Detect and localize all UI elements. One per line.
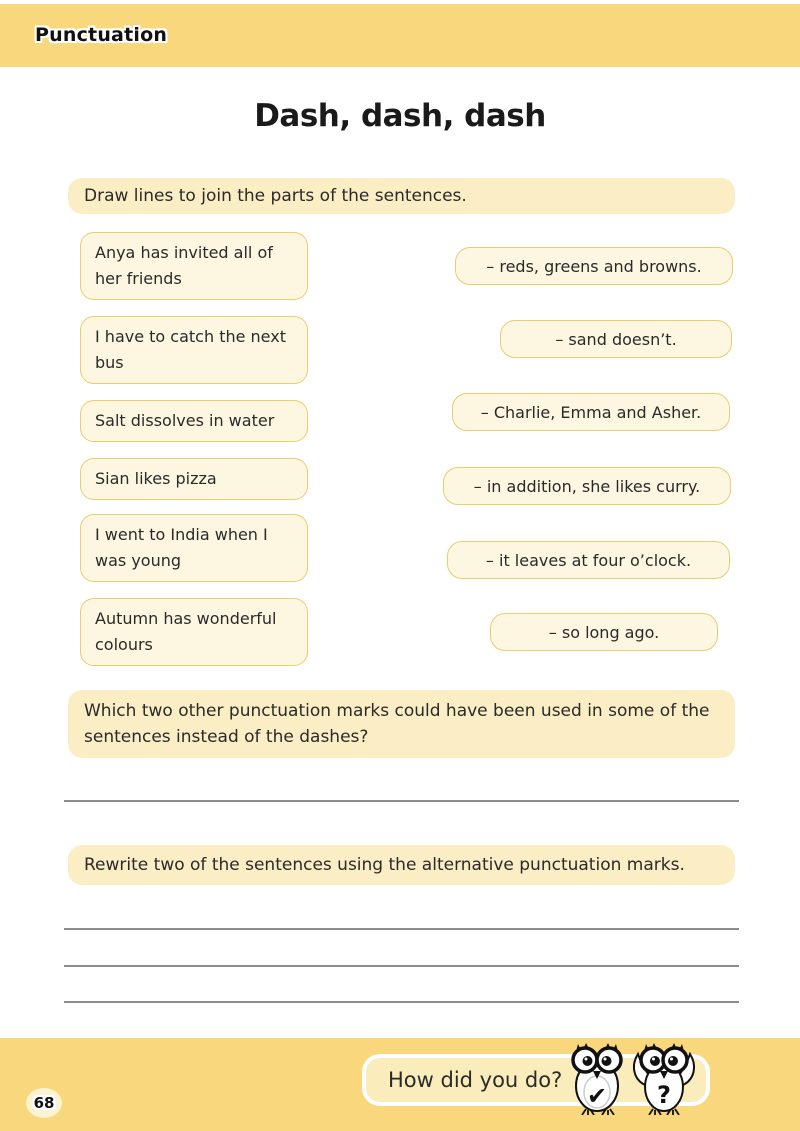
section-label: Punctuation [35, 24, 168, 46]
instruction-rewrite [68, 845, 735, 885]
owl-question-icon [631, 1041, 697, 1115]
owl-check-icon [566, 1041, 628, 1115]
sentence-start-box-3[interactable]: Salt dissolves in water [80, 400, 308, 442]
how-did-you-do-text: How did you do? [388, 1068, 563, 1092]
question-symbol: ? [657, 1081, 671, 1109]
answer-line[interactable] [64, 928, 739, 930]
answer-line[interactable] [64, 965, 739, 967]
answer-line[interactable] [64, 800, 739, 802]
instruction-question-text: Which two other punctuation marks could have been used in some of the sentences instead of the dashes? [84, 700, 710, 747]
page-number: 68 [33, 1094, 55, 1112]
sentence-end-box-6[interactable]: – so long ago. [490, 613, 718, 651]
sentence-end-box-1[interactable]: – reds, greens and browns. [455, 247, 733, 285]
check-symbol: ✔ [586, 1082, 608, 1110]
page-title: Dash, dash, dash [254, 98, 546, 134]
instruction-join [68, 178, 735, 214]
sentence-start-box-5[interactable]: I went to India when I was young [80, 514, 308, 582]
sentence-start-box-1[interactable]: Anya has invited all of her friends [80, 232, 308, 300]
sentence-start-box-2[interactable]: I have to catch the next bus [80, 316, 308, 384]
sentence-end-box-4[interactable]: – in addition, she likes curry. [443, 467, 731, 505]
instruction-question [68, 690, 735, 758]
header-band [0, 4, 800, 67]
sentence-end-box-2[interactable]: – sand doesn’t. [500, 320, 732, 358]
instruction-rewrite-text: Rewrite two of the sentences using the alternative punctuation marks. [84, 854, 685, 875]
sentence-end-box-5[interactable]: – it leaves at four o’clock. [447, 541, 730, 579]
page-number-badge [26, 1088, 62, 1118]
instruction-join-text: Draw lines to join the parts of the sentences. [84, 185, 467, 206]
sentence-end-box-3[interactable]: – Charlie, Emma and Asher. [452, 393, 730, 431]
answer-line[interactable] [64, 1001, 739, 1003]
sentence-start-box-4[interactable]: Sian likes pizza [80, 458, 308, 500]
sentence-start-box-6[interactable]: Autumn has wonderful colours [80, 598, 308, 666]
